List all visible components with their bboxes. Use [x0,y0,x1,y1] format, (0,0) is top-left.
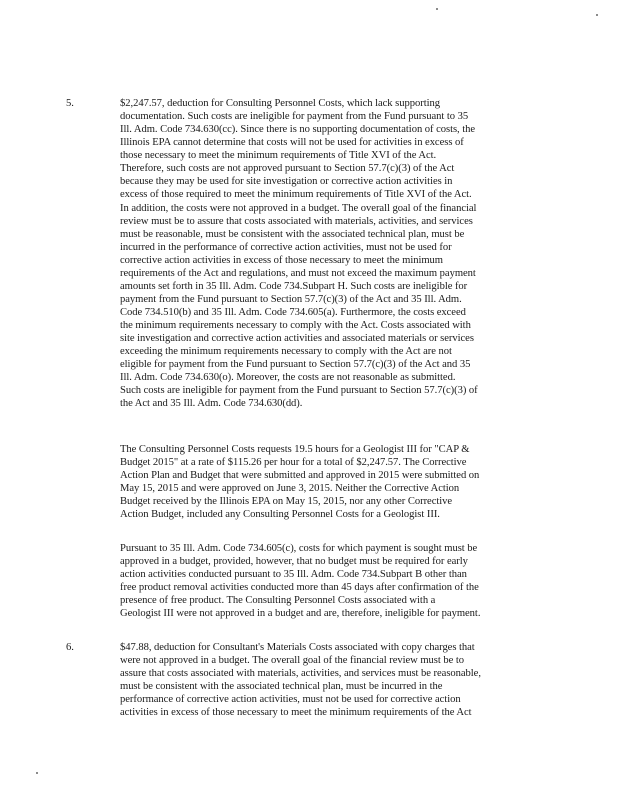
text-line: Ill. Adm. Code 734.630(o). Moreover, the costs are not reasonable as submitted. [120,372,456,384]
text-line: $47.88, deduction for Consultant's Materials Costs associated with copy charges that [120,642,475,653]
text-line: corrective action activities in excess of those necessary to meet the minimum [120,254,443,266]
text-line: Action Budget, included any Consulting Personnel Costs for a Geologist III. [120,509,440,521]
text-line: were not approved in a budget. The overall goal of the financial review must be to [120,655,465,667]
text-line: free product removal activities conducted more than 45 days after confirmation of the [120,582,479,594]
item-5-paragraph-2 [120,443,625,521]
text-line: amounts set forth in 35 Ill. Adm. Code 734.Subpart H. Such costs are ineligible for [120,280,468,292]
text-line: In addition, the costs were not approved in a budget. The overall goal of the financial [120,202,477,214]
text-line: assure that costs associated with materials, activities, and services must be reasonable, [120,668,481,680]
text-line: must be reasonable, must be consistent with the associated technical plan, must be [120,228,465,240]
text-line: Code 734.510(b) and 35 Ill. Adm. Code 734.605(a). Furthermore, the costs exceed [120,307,466,318]
text-line: eligible for payment from the Fund pursuant to Section 57.7(c)(3) of the Act and 35 [120,359,471,371]
text-line: presence of free product. The Consulting Personnel Costs associated with a [120,595,436,607]
scan-speck [436,8,438,10]
text-line: The Consulting Personnel Costs requests 19.5 hours for a Geologist III for "CAP & [120,444,470,455]
item-6-paragraph-1 [120,641,625,719]
text-line: must be consistent with the associated technical plan, must be incurred in the [120,681,443,693]
text-line: site investigation and corrective action activities and associated materials or services [120,333,474,345]
text-line: the minimum requirements necessary to comply with the Act. Costs associated with [120,320,471,332]
item-number: 6. [66,642,74,653]
text-line: requirements of the Act and regulations, and must not exceed the maximum payment [120,267,476,279]
text-line: Geologist III were not approved in a budget and are, therefore, ineligible for payment. [120,608,481,620]
text-line: the Act and 35 Ill. Adm. Code 734.630(dd). [120,398,303,410]
text-line: activities in excess of those necessary to meet the minimum requirements of the Act [120,707,472,719]
scan-speck [36,772,38,774]
item-number: 5. [66,98,74,109]
text-line: review must be to assure that costs associated with materials, activities, and services [120,215,473,227]
text-line: Illinois EPA cannot determine that costs will not be used for activities in excess of [120,137,464,149]
text-line: Action Plan and Budget that were submitted and approved in 2015 were submitted on [120,470,480,482]
text-line: Budget received by the Illinois EPA on May 15, 2015, nor any other Corrective [120,496,453,508]
text-line: Ill. Adm. Code 734.630(cc). Since there is no supporting documentation of costs, the [120,124,476,136]
text-line: because they may be used for site investigation or corrective action activities in [120,176,453,188]
text-line: May 15, 2015 and were approved on June 3, 2015. Neither the Corrective Action [120,483,460,495]
text-line: performance of corrective action activities, must not be used for corrective action [120,694,461,706]
text-line: incurred in the performance of corrective action activities, must not be used for [120,241,452,253]
text-line: Therefore, such costs are not approved pursuant to Section 57.7(c)(3) of the Act [120,163,455,175]
text-line: Such costs are ineligible for payment from the Fund pursuant to Section 57.7(c)(3) of [120,385,478,397]
scan-speck [596,14,598,16]
text-line: exceeding the minimum requirements necessary to comply with the Act are not [120,346,452,358]
item-5-paragraph-3 [120,542,625,620]
text-line: Budget 2015" at a rate of $115.26 per hour for a total of $2,247.57. The Corrective [120,457,467,469]
text-line: Pursuant to 35 Ill. Adm. Code 734.605(c), costs for which payment is sought must be [120,543,478,554]
text-line: those necessary to meet the minimum requirements of Title XVI of the Act. [120,150,437,162]
item-5-paragraph-1 [120,97,625,411]
text-line: excess of those required to meet the minimum requirements of Title XVI of the Act. [120,189,472,201]
text-line: payment from the Fund pursuant to Section 57.7(c)(3) of the Act and 35 Ill. Adm. [120,293,462,305]
text-line: $2,247.57, deduction for Consulting Personnel Costs, which lack supporting [120,98,440,109]
text-line: action activities conducted pursuant to 35 Ill. Adm. Code 734.Subpart B other than [120,569,467,581]
text-line: documentation. Such costs are ineligible for payment from the Fund pursuant to 35 [120,111,469,123]
text-line: approved in a budget, provided, however, that no budget must be required for early [120,556,468,568]
